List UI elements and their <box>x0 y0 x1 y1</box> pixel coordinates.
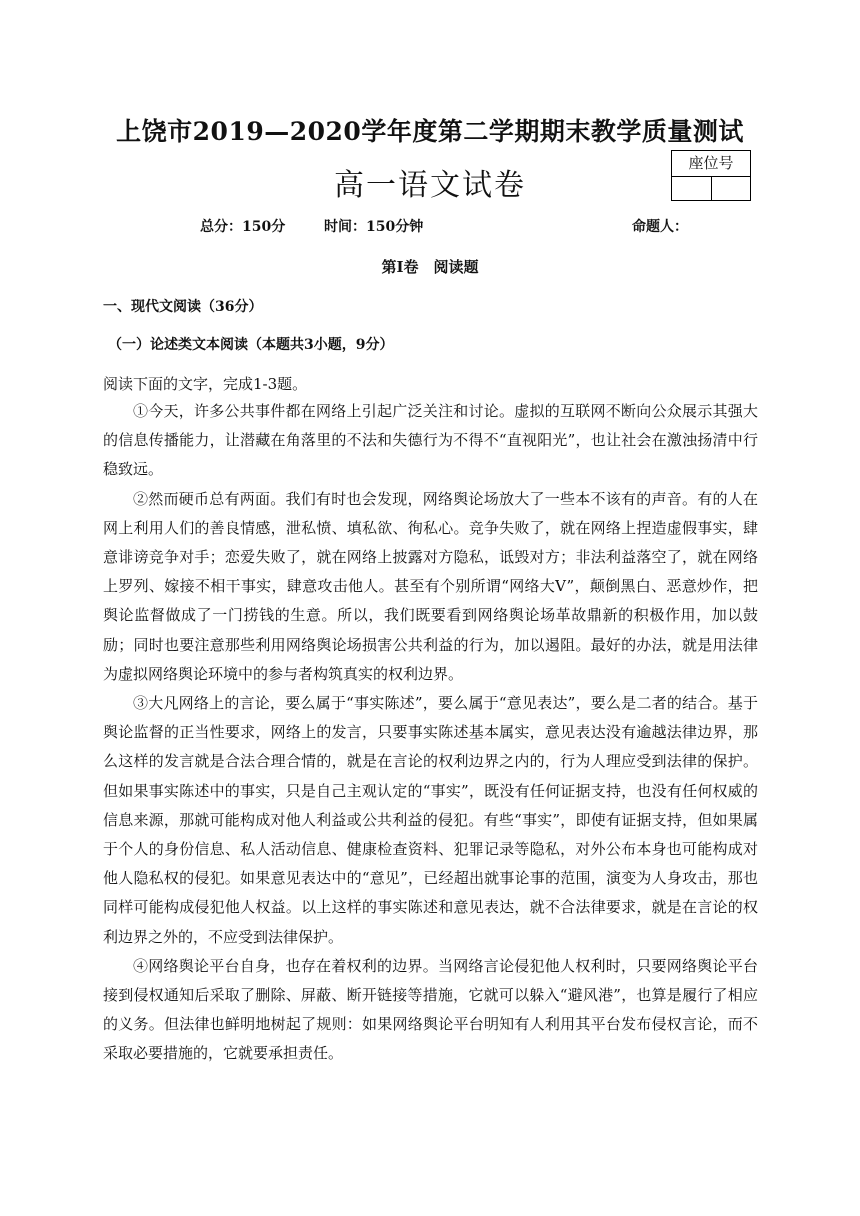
paragraph-4: ④网络舆论平台自身，也存在着权利的边界。当网络言论侵犯他人权利时，只要网络舆论平台接到侵权通知后采取了删除、屏蔽、断开链接等措施，它就可以躲入“避风港”，也算是履行了相应的义务。但法律也鲜明地树起了规则：如果网络舆论平台明知有人利用其平台发布侵权言论，而不采取必要措施的，它就要承担责任。 <box>103 956 758 1063</box>
seat-number-cells <box>672 177 750 201</box>
seat-number-box <box>671 150 751 201</box>
exam-author: 命题人： <box>632 219 688 235</box>
seat-cell-1 <box>672 177 711 201</box>
sub-part-title: （一）论述类文本阅读（本题共3小题，9分） <box>108 337 394 353</box>
passage <box>103 397 758 1069</box>
seat-number-label: 座位号 <box>672 151 750 177</box>
exam-subtitle: 高一语文试卷 <box>334 168 526 203</box>
paragraph-2: ②然而硬币总有两面。我们有时也会发现，网络舆论场放大了一些本不该有的声音。有的人在网上利用人们的善良情感，泄私愤、填私欲、徇私心。竞争失败了，就在网络上捏造虚假事实，肆意诽谤竞争对手；恋爱失败了，就在网络上披露对方隐私，诋毁对方；非法利益落空了，就在网络上罗列、嫁接不相干事实，肆意攻击他人。甚至有个别所谓“网络大V”，颠倒黑白、恶意炒作，把舆论监督做成了一门捞钱的生意。所以，我们既要看到网络舆论场革故鼎新的积极作用，加以鼓励；同时也要注意那些利用网络舆论场损害公共利益的行为，加以遏阻。最好的办法，就是用法律为虚拟网络舆论环境中的参与者构筑真实的权利边界。 <box>103 489 758 683</box>
exam-title: 上饶市2019—2020学年度第二学期期末教学质量测试 <box>116 117 744 146</box>
total-score: 总分：150分 <box>200 219 286 235</box>
reading-instruction: 阅读下面的文字，完成1-3题。 <box>103 375 308 393</box>
volume-title: 第Ⅰ卷 阅读题 <box>381 258 479 276</box>
exam-time: 时间：150分钟 <box>324 219 424 235</box>
part-title: 一、现代文阅读（36分） <box>103 299 263 315</box>
paragraph-1: ①今天，许多公共事件都在网络上引起广泛关注和讨论。虚拟的互联网不断向公众展示其强大的信息传播能力，让潜藏在角落里的不法和失德行为不得不“直视阳光”，也让社会在激浊扬清中行稳致远。 <box>103 402 758 479</box>
seat-cell-2 <box>711 177 751 201</box>
paragraph-3: ③大凡网络上的言论，要么属于“事实陈述”，要么属于“意见表达”，要么是二者的结合。基于舆论监督的正当性要求，网络上的发言，只要事实陈述基本属实，意见表达没有逾越法律边界，那么这样的发言就是合法合理合情的，就是在言论的权利边界之内的，行为人理应受到法律的保护。但如果事实陈述中的事实，只是自己主观认定的“事实”，既没有任何证据支持，也没有任何权威的信息来源，那就可能构成对他人利益或公共利益的侵犯。有些“事实”，即使有证据支持，但如果属于个人的身份信息、私人活动信息、健康检查资料、犯罪记录等隐私，对外公布本身也可能构成对他人隐私权的侵犯。如果意见表达中的“意见”，已经超出就事论事的范围，演变为人身攻击，那也同样可能构成侵犯他人权益。以上这样的事实陈述和意见表达，就不合法律要求，就是在言论的权利边界之外的，不应受到法律保护。 <box>103 694 758 946</box>
